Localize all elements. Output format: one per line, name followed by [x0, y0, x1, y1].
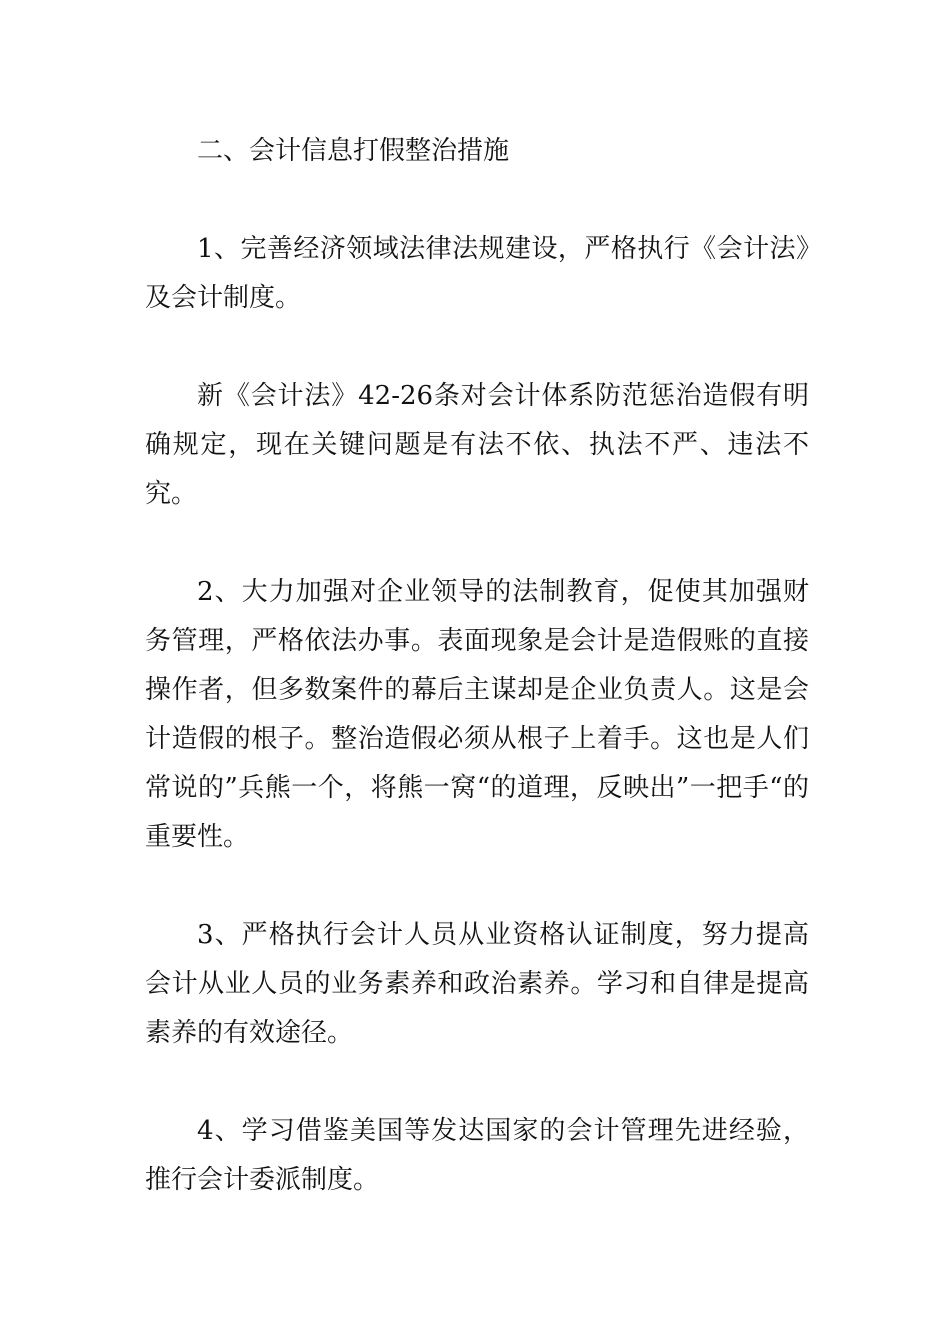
- paragraph-measure-3: 3、严格执行会计人员从业资格认证制度，努力提高会计从业人员的业务素养和政治素养。学习和自律是提高素养的有效途径。: [145, 920, 809, 1048]
- paragraph-measure-2: 2、大力加强对企业领导的法制教育，促使其加强财务管理，严格依法办事。表面现象是会计是造假账的直接操作者，但多数案件的幕后主谋却是企业负责人。这是会计造假的根子。整治造假必须从根子上着手。这也是人们常说的”兵熊一个，将熊一窝“的道理，反映出”一把手“的重要性。: [145, 577, 809, 852]
- paragraph-law-note: 新《会计法》42-26条对会计体系防范惩治造假有明确规定，现在关键问题是有法不依、执法不严、违法不究。: [145, 381, 809, 509]
- paragraph-measure-1: 1、完善经济领域法律法规建设，严格执行《会计法》及会计制度。: [145, 234, 809, 313]
- paragraph-measure-4: 4、学习借鉴美国等发达国家的会计管理先进经验，推行会计委派制度。: [145, 1116, 809, 1195]
- document-body: [145, 127, 809, 1254]
- section-heading: 二、会计信息打假整治措施: [197, 136, 510, 166]
